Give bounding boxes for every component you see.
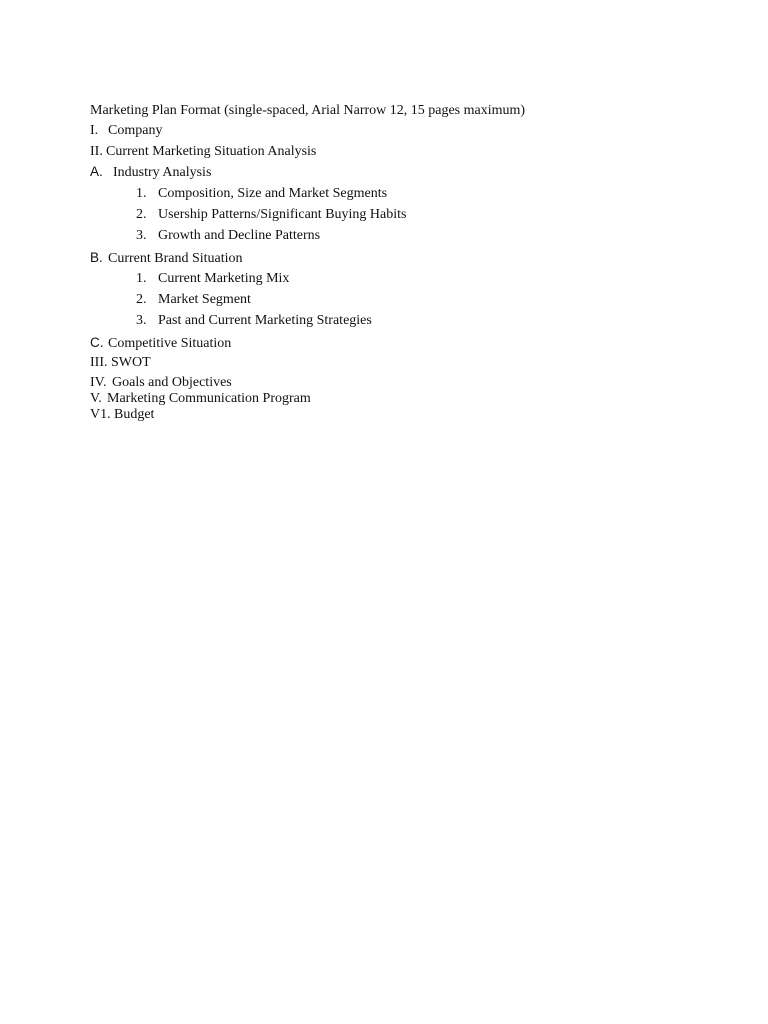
list-item	[136, 228, 320, 244]
section-heading-5	[90, 391, 311, 407]
section-marker: IV.	[90, 375, 107, 390]
subsection-marker: B.	[90, 250, 103, 265]
section-label: SWOT	[111, 355, 151, 370]
section-heading-6	[90, 407, 154, 423]
list-item-label: Composition, Size and Market Segments	[158, 186, 388, 201]
section-marker: V1.	[90, 407, 111, 422]
section-marker: III.	[90, 355, 108, 370]
section-heading-2	[90, 144, 316, 160]
list-item-marker: 3.	[136, 228, 147, 243]
section-marker: II.	[90, 144, 103, 159]
list-item	[136, 186, 387, 202]
subsection-heading-b	[90, 250, 243, 267]
list-item	[136, 207, 406, 223]
list-item	[136, 292, 251, 308]
section-heading-1	[90, 123, 162, 139]
list-item-label: Past and Current Marketing Strategies	[158, 313, 372, 328]
subsection-heading-a	[90, 164, 211, 181]
section-label: Budget	[114, 407, 155, 422]
subsection-heading-c	[90, 335, 231, 352]
subsection-label: Industry Analysis	[113, 165, 212, 180]
list-item	[136, 313, 372, 329]
list-item-marker: 1.	[136, 186, 147, 201]
section-marker: V.	[90, 391, 102, 406]
list-item-label: Current Marketing Mix	[158, 271, 290, 286]
list-item-marker: 2.	[136, 207, 147, 222]
document-title	[90, 103, 525, 119]
subsection-label: Competitive Situation	[108, 336, 232, 351]
section-label: Current Marketing Situation Analysis	[106, 144, 317, 159]
document-title-text: Marketing Plan Format (single-spaced, Arial Narrow 12, 15 pages maximum)	[90, 103, 526, 118]
list-item-marker: 2.	[136, 292, 147, 307]
list-item-marker: 3.	[136, 313, 147, 328]
section-heading-3	[90, 355, 151, 371]
section-heading-4	[90, 375, 232, 391]
list-item-label: Growth and Decline Patterns	[158, 228, 321, 243]
section-label: Goals and Objectives	[112, 375, 232, 390]
section-marker: I.	[90, 123, 99, 138]
list-item-label: Usership Patterns/Significant Buying Habits	[158, 207, 407, 222]
subsection-marker: A.	[90, 164, 103, 179]
list-item-label: Market Segment	[158, 292, 251, 307]
subsection-label: Current Brand Situation	[108, 251, 243, 266]
section-label: Company	[108, 123, 163, 138]
section-label: Marketing Communication Program	[107, 391, 311, 406]
subsection-marker: C.	[90, 335, 104, 350]
list-item-marker: 1.	[136, 271, 147, 286]
list-item	[136, 271, 289, 287]
